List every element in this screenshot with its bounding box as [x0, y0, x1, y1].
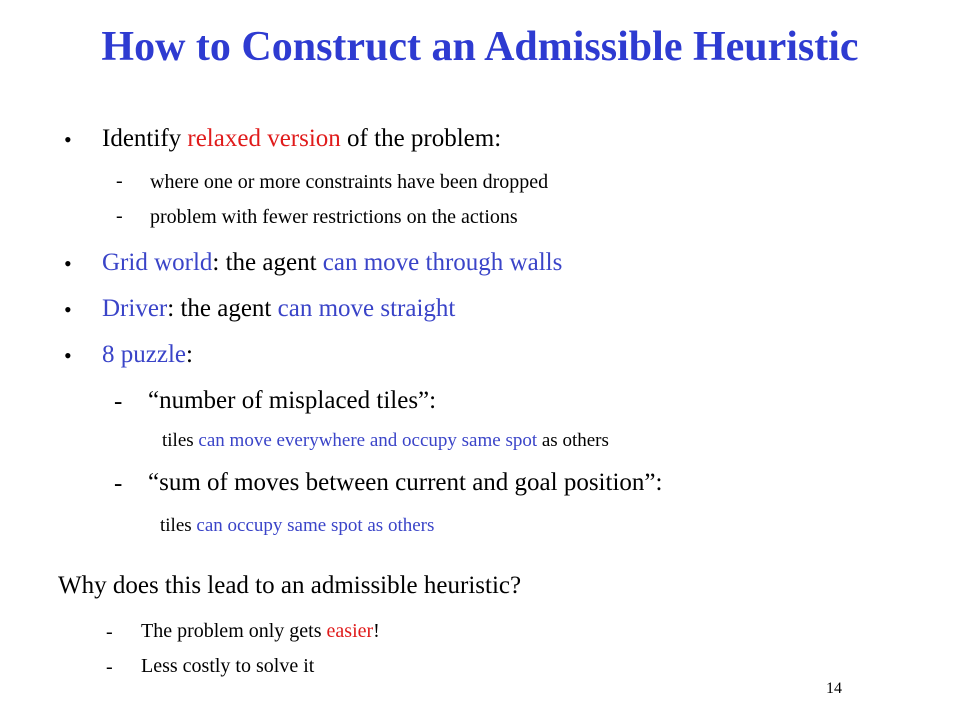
bullet-text: Identify	[102, 125, 188, 152]
why-text: !	[373, 620, 380, 642]
bullet-relaxed-version	[102, 126, 501, 151]
driver-label: Driver	[102, 295, 168, 322]
sum-of-moves-note	[160, 516, 434, 535]
bullet-text: :	[185, 341, 193, 368]
why-less-costly: Less costly to solve it	[141, 655, 315, 677]
grid-world-highlight: can move through walls	[322, 249, 563, 276]
bullet-driver	[102, 296, 455, 321]
bullet-icon: •	[64, 297, 72, 322]
bullet-text: : the agent	[167, 295, 278, 322]
dash-marker: -	[106, 621, 113, 643]
bullet-text: : the agent	[212, 249, 323, 276]
dash-marker: -	[114, 388, 123, 415]
misplaced-note-highlight: can move everywhere and occupy same spot	[198, 430, 538, 451]
slide-number: 14	[826, 680, 842, 697]
note-text: tiles	[160, 515, 197, 536]
bullet-text: of the problem:	[340, 125, 502, 152]
easier-highlight: easier	[326, 620, 374, 642]
why-text: The problem only gets	[141, 620, 327, 642]
bullet-grid-world	[102, 250, 562, 275]
driver-highlight: can move straight	[277, 295, 456, 322]
sub-item-fewer-restrictions: problem with fewer restrictions on the actions	[150, 206, 518, 228]
sub-item-constraints-dropped: where one or more constraints have been dropped	[150, 171, 549, 193]
sum-of-moves-label: “sum of moves between current and goal position”:	[148, 469, 663, 496]
8-puzzle-label: 8 puzzle	[102, 341, 186, 368]
dash-marker: -	[116, 170, 123, 192]
dash-marker: -	[114, 470, 123, 497]
misplaced-tiles-note	[162, 431, 609, 450]
dash-marker: -	[106, 656, 113, 678]
misplaced-tiles-label: “number of misplaced tiles”:	[148, 387, 437, 414]
bullet-icon: •	[64, 127, 72, 152]
bullet-8-puzzle	[102, 342, 193, 367]
bullet-icon: •	[64, 251, 72, 276]
grid-world-label: Grid world	[102, 249, 213, 276]
slide-title: How to Construct an Admissible Heuristic	[101, 24, 859, 70]
sum-moves-note-highlight: can occupy same spot as others	[196, 515, 435, 536]
note-text: as others	[537, 430, 609, 451]
note-text: tiles	[162, 430, 199, 451]
dash-marker: -	[116, 205, 123, 227]
why-question: Why does this lead to an admissible heuristic?	[58, 572, 522, 599]
relaxed-version-highlight: relaxed version	[187, 125, 341, 152]
bullet-icon: •	[64, 343, 72, 368]
why-easier	[141, 621, 380, 641]
